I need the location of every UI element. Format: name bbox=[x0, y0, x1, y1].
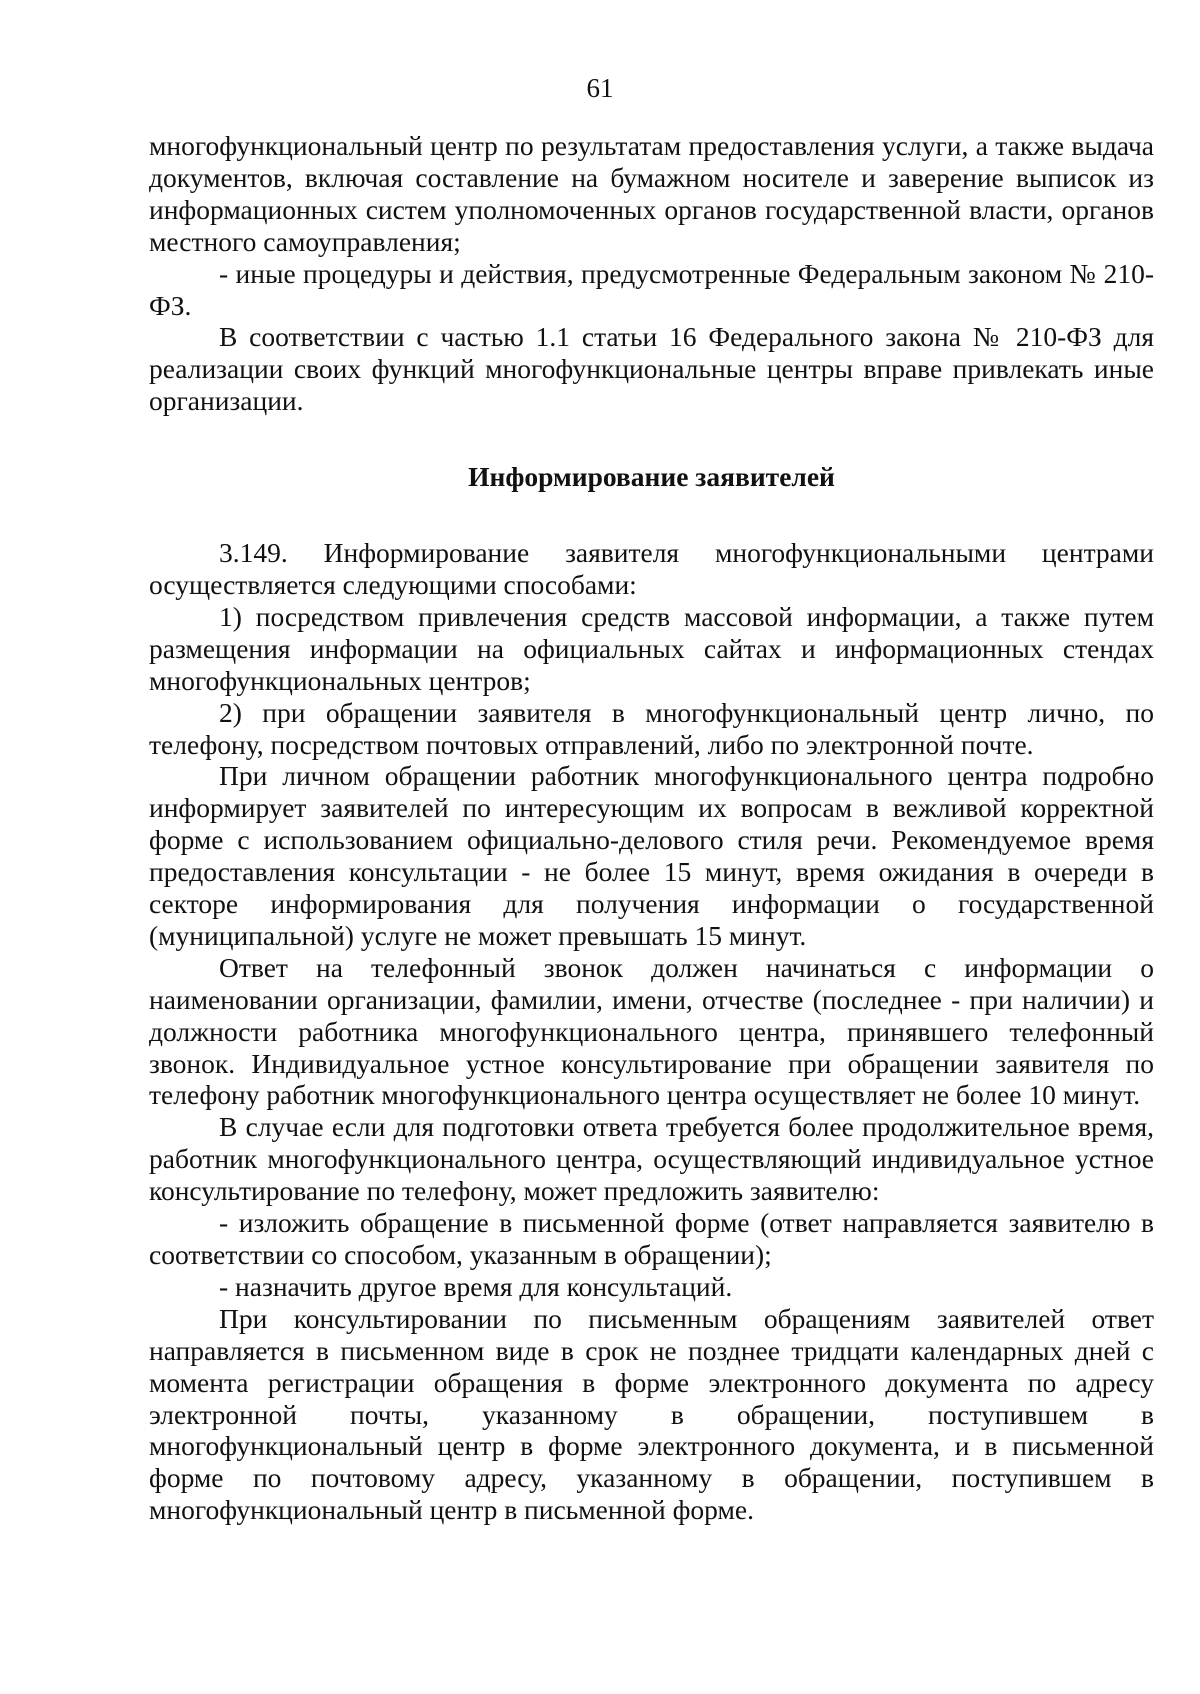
paragraph: В соответствии с частью 1.1 статьи 16 Федерального закона № 210-ФЗ для реализации своих функций многофункциональные центры вправе привлекать иные организации. bbox=[149, 321, 1154, 417]
paragraph: 2) при обращении заявителя в многофункциональный центр лично, по телефону, посредством почтовых отправлений, либо по электронной почте. bbox=[149, 696, 1154, 760]
section-heading: Информирование заявителей bbox=[468, 461, 835, 493]
paragraph: Ответ на телефонный звонок должен начинаться с информации о наименовании организации, фамилии, имени, отчестве (последнее - при наличии) и должности работника многофункционального центра, принявшего телефонный звонок. Индивидуальное устное консультирование при обращении заявителя по телефону работник многофункционального центра осуществляет не более 10 минут. bbox=[149, 951, 1154, 1111]
document-body bbox=[149, 130, 1154, 1526]
paragraph: многофункциональный центр по результатам предоставления услуги, а также выдача документов, включая составление на бумажном носителе и заверение выписок из информационных систем уполномоченных органов государственной власти, органов местного самоуправления; bbox=[149, 130, 1154, 257]
paragraph: При консультировании по письменным обращениям заявителей ответ направляется в письменном виде в срок не позднее тридцати календарных дней с момента регистрации обращения в форме электронного документа по адресу электронной почты, указанному в обращении, поступившем в многофункциональный центр в форме электронного документа, и в письменной форме по почтовому адресу, указанному в обращении, поступившем в многофункциональный центр в письменной форме. bbox=[149, 1302, 1154, 1526]
paragraph: - иные процедуры и действия, предусмотренные Федеральным законом № 210-ФЗ. bbox=[149, 257, 1154, 321]
paragraph: В случае если для подготовки ответа требуется более продолжительное время, работник многофункционального центра, осуществляющий индивидуальное устное консультирование по телефону, может предложить заявителю: bbox=[149, 1111, 1154, 1207]
paragraph: - изложить обращение в письменной форме (ответ направляется заявителю в соответствии со способом, указанным в обращении); bbox=[149, 1207, 1154, 1270]
paragraph: 1) посредством привлечения средств массовой информации, а также путем размещения информации на официальных сайтах и информационных стендах многофункциональных центров; bbox=[149, 600, 1154, 696]
page-number: 61 bbox=[586, 73, 614, 103]
paragraph: - назначить другое время для консультаций. bbox=[219, 1270, 733, 1302]
paragraph: 3.149. Информирование заявителя многофункциональными центрами осуществляется следующими способами: bbox=[149, 537, 1154, 600]
paragraph: При личном обращении работник многофункционального центра подробно информирует заявителей по интересующим их вопросам в вежливой корректной форме с использованием официально-делового стиля речи. Рекомендуемое время предоставления консультации - не более 15 минут, время ожидания в очереди в секторе информирования для получения информации о государственной (муниципальной) услуге не может превышать 15 минут. bbox=[149, 760, 1154, 951]
